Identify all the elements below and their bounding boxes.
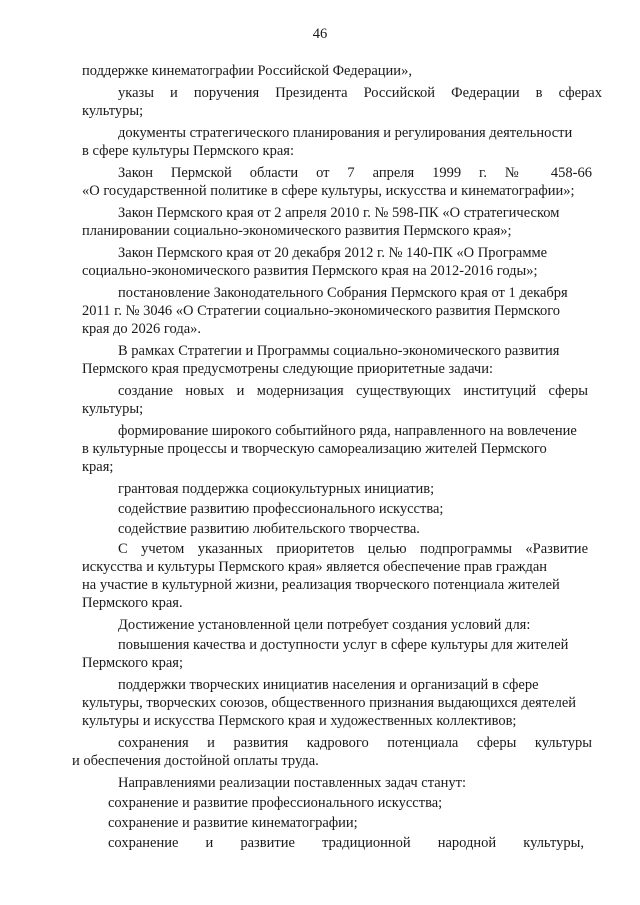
text-line: культуры; <box>82 103 144 119</box>
text-line: Закон Пермской области от 7 апреля 1999 г. № 458-66 <box>118 165 592 181</box>
text-line: Достижение установленной цели потребует создания условий для: <box>118 617 531 633</box>
text-line: 2011 г. № 3046 «О Стратегии социально-экономического развития Пермского <box>82 303 561 319</box>
text-line: содействие развитию профессионального искусства; <box>118 501 444 517</box>
text-line: поддержке кинематографии Российской Федерации», <box>82 63 412 79</box>
text-line: края до 2026 года». <box>82 321 202 337</box>
text-line: сохранение и развитие кинематографии; <box>108 815 358 831</box>
text-line: В рамках Стратегии и Программы социально-экономического развития <box>118 343 560 359</box>
text-line: Пермского края предусмотрены следующие приоритетные задачи: <box>82 361 494 377</box>
text-line: Закон Пермского края от 20 декабря 2012 г. № 140-ПК «О Программе <box>118 245 548 261</box>
text-line: Направлениями реализации поставленных задач станут: <box>118 775 467 791</box>
text-line: Закон Пермского края от 2 апреля 2010 г. № 598-ПК «О стратегическом <box>118 205 560 221</box>
text-line: в культурные процессы и творческую самореализацию жителей Пермского <box>82 441 547 457</box>
text-line: Пермского края. <box>82 595 183 611</box>
text-line: сохранения и развития кадрового потенциала сферы культуры <box>118 735 592 751</box>
text-line: поддержки творческих инициатив населения и организаций в сфере <box>118 677 539 693</box>
text-line: и обеспечения достойной оплаты труда. <box>72 753 319 769</box>
text-line: сохранение и развитие традиционной народной культуры, <box>108 835 584 851</box>
text-line: на участие в культурной жизни, реализация творческого потенциала жителей <box>82 577 560 593</box>
text-line: указы и поручения Президента Российской Федерации в сферах <box>118 85 602 101</box>
text-line: культуры; <box>82 401 144 417</box>
text-line: социально-экономического развития Пермского края на 2012-2016 годы»; <box>82 263 538 279</box>
text-line: сохранение и развитие профессионального искусства; <box>108 795 443 811</box>
text-line: создание новых и модернизация существующих институций сферы <box>118 383 588 399</box>
text-line: искусства и культуры Пермского края» является обеспечение прав граждан <box>82 559 548 575</box>
text-line: культуры и искусства Пермского края и художественных коллективов; <box>82 713 517 729</box>
text-line: планировании социально-экономического развития Пермского края»; <box>82 223 512 239</box>
text-line: постановление Законодательного Собрания Пермского края от 1 декабря <box>118 285 568 301</box>
page-number: 46 <box>312 26 328 42</box>
text-line: Пермского края; <box>82 655 183 671</box>
text-line: повышения качества и доступности услуг в сфере культуры для жителей <box>118 637 569 653</box>
text-line: формирование широкого событийного ряда, направленного на вовлечение <box>118 423 577 439</box>
text-line: документы стратегического планирования и регулирования деятельности <box>118 125 573 141</box>
text-line: грантовая поддержка социокультурных инициатив; <box>118 481 435 497</box>
text-line: С учетом указанных приоритетов целью подпрограммы «Развитие <box>118 541 588 557</box>
text-line: содействие развитию любительского творчества. <box>118 521 420 537</box>
text-line: «О государственной политике в сфере культуры, искусства и кинематографии»; <box>82 183 575 199</box>
text-line: края; <box>82 459 114 475</box>
text-line: культуры, творческих союзов, общественного признания выдающихся деятелей <box>82 695 577 711</box>
text-line: в сфере культуры Пермского края: <box>82 143 294 159</box>
